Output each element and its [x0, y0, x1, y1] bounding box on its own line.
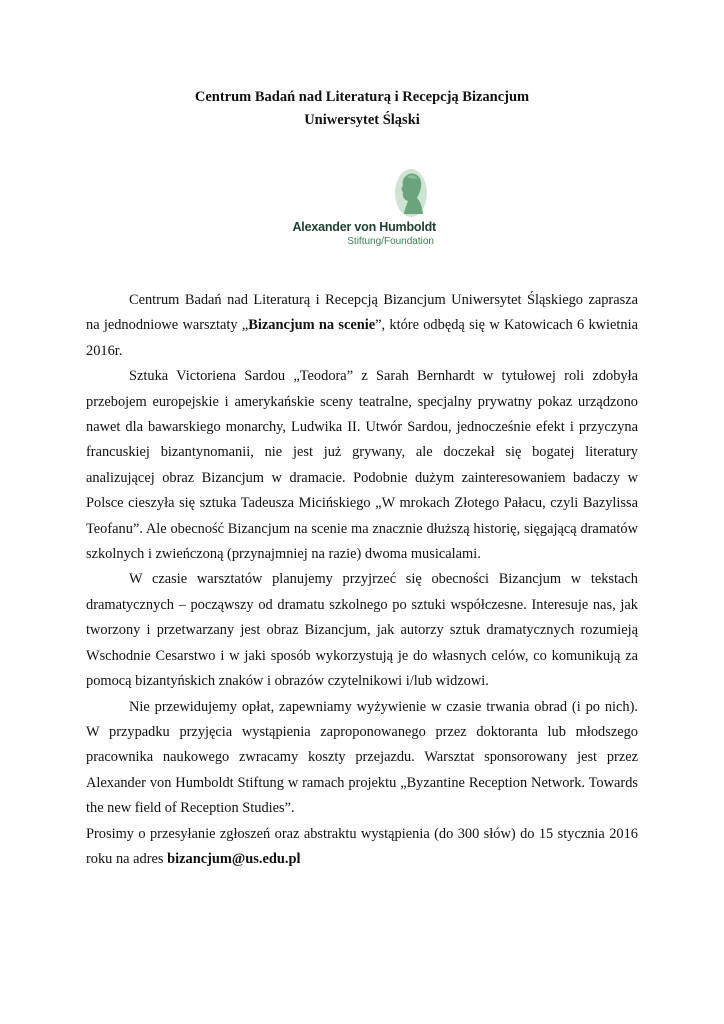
workshop-title: Bizancjum na scenie: [248, 317, 376, 334]
header-institution: Centrum Badań nad Literaturą i Recepcją Bizancjum: [194, 89, 530, 105]
document-body: [86, 288, 638, 872]
paragraph-invitation: [86, 288, 638, 364]
logo-subtitle: Stiftung/Foundation: [347, 236, 434, 247]
contact-email[interactable]: bizancjum@us.edu.pl: [167, 850, 301, 867]
paragraph-goals: W czasie warsztatów planujemy przyjrzeć się obecności Bizancjum w tekstach dramatycznych – począwszy od dramatu szkolnego po sztuki współczesne. Interesuje nas, jak tworzony i przetwarzany jest obraz Bizancjum, jak autorzy sztuk dramatycznych rozumieją Wschodnie Cesarstwo i w jaki sposób wykorzystują je do własnych celów, co komunikują za pomocą bizantyńskich znaków i obrazów czytelnikowi i/lub widzowi.: [86, 571, 638, 690]
invitation-text-start: Centrum Badań nad Literaturą i Recepcją Bizancjum Uniwersytet Śląskiego zaprasza na jednodniowe warsztaty „: [86, 292, 638, 334]
paragraph-costs: Nie przewidujemy opłat, zapewniamy wyżywienie w czasie trwania obrad (i po nich). W przypadku przyjęcia wystąpienia zaproponowanego przez doktoranta lub młodszego pracownika naukowego zwracamy koszty przejazdu. Warsztat sponsorowany jest przez Alexander von Humboldt Stiftung w ramach projektu „Byzantine Reception Network. Towards the new field of Reception Studies”.: [86, 698, 638, 817]
humboldt-logo: [287, 168, 447, 252]
header-university: Uniwersytet Śląski: [304, 112, 420, 128]
invitation-text-end: ”, które odbędą się w Katowicach 6 kwietnia 2016r.: [86, 317, 639, 359]
submission-text: Prosimy o przesyłanie zgłoszeń oraz abstraktu wystąpienia (do 300 słów) do 15 stycznia 2016 roku na adres: [86, 825, 638, 867]
paragraph-background: Sztuka Victoriena Sardou „Teodora” z Sarah Bernhardt w tytułowej roli zdobyła przebojem europejskie i amerykańskie sceny teatralne, specjalny prywatny pokaz urządzono nawet dla bawarskiego monarchy, Ludwika II. Utwór Sardou, jednocześnie efekt i przyczyna francuskiej bizantynomanii, nie jest już grywany, ale doczekał się bogatej literatury analizującej obraz Bizancjum w dramacie. Podobnie dużym zainteresowaniem badaczy w Polsce cieszyła się sztuka Tadeusza Micińskiego „W mrokach Złotego Pałacu, czyli Bazylissa Teofanu”. Ale obecność Bizancjum na scenie ma znacznie dłuższą historię, sięgającą dramatów szkolnych i zwieńczoną (przynajmniej na razie) dwoma musicalami.: [86, 368, 638, 563]
humboldt-portrait-icon: [394, 168, 428, 218]
logo-name: Alexander von Humboldt: [292, 220, 436, 234]
document-header: [0, 86, 724, 132]
paragraph-submission: [86, 822, 638, 873]
